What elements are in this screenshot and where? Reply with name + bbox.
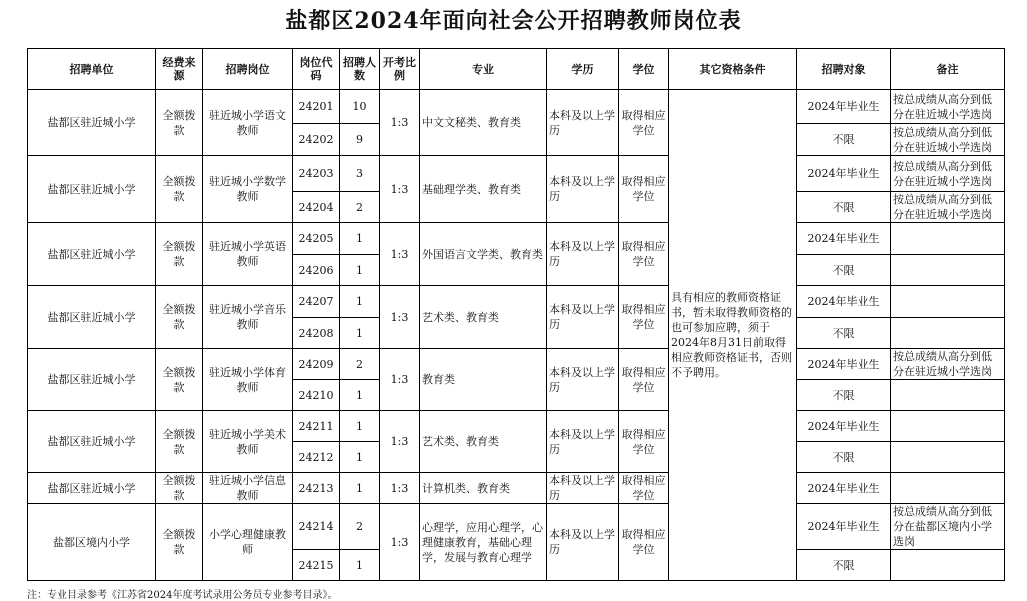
code-cell: 24209 bbox=[293, 349, 340, 380]
target-cell: 2024年毕业生 bbox=[797, 223, 891, 255]
target-cell: 不限 bbox=[797, 380, 891, 411]
note-cell: 按总成绩从高分到低分在驻近城小学选岗 bbox=[891, 156, 1005, 192]
count-cell: 9 bbox=[340, 124, 380, 156]
ratio-cell: 1:3 bbox=[380, 411, 420, 473]
unit-cell: 盐都区驻近城小学 bbox=[28, 286, 156, 349]
degree-cell: 取得相应学位 bbox=[619, 504, 669, 581]
post-cell: 驻近城小学信息教师 bbox=[203, 473, 293, 504]
code-cell: 24204 bbox=[293, 192, 340, 223]
header-edu: 学历 bbox=[547, 49, 619, 90]
count-cell: 1 bbox=[340, 286, 380, 318]
code-cell: 24215 bbox=[293, 550, 340, 581]
code-cell: 24210 bbox=[293, 380, 340, 411]
post-cell: 驻近城小学美术教师 bbox=[203, 411, 293, 473]
ratio-cell: 1:3 bbox=[380, 504, 420, 581]
code-cell: 24212 bbox=[293, 442, 340, 473]
code-cell: 24202 bbox=[293, 124, 340, 156]
table-row bbox=[28, 349, 1005, 380]
header-count: 招聘人数 bbox=[340, 49, 380, 90]
count-cell: 2 bbox=[340, 349, 380, 380]
major-cell: 中文文秘类、教育类 bbox=[420, 90, 547, 156]
footer-note: 注：专业目录参考《江苏省2024年度考试录用公务员专业参考目录》。 bbox=[27, 590, 338, 601]
header-note: 备注 bbox=[891, 49, 1005, 90]
note-cell: 按总成绩从高分到低分在驻近城小学选岗 bbox=[891, 90, 1005, 124]
table-row bbox=[28, 286, 1005, 318]
major-cell: 计算机类、教育类 bbox=[420, 473, 547, 504]
post-cell: 驻近城小学体育教师 bbox=[203, 349, 293, 411]
ratio-cell: 1:3 bbox=[380, 90, 420, 156]
target-cell: 不限 bbox=[797, 124, 891, 156]
header-unit: 招聘单位 bbox=[28, 49, 156, 90]
note-cell: 按总成绩从高分到低分在驻近城小学选岗 bbox=[891, 349, 1005, 380]
fund-cell: 全额拨款 bbox=[156, 473, 203, 504]
unit-cell: 盐都区驻近城小学 bbox=[28, 349, 156, 411]
fund-cell: 全额拨款 bbox=[156, 90, 203, 156]
header-post: 招聘岗位 bbox=[203, 49, 293, 90]
degree-cell: 取得相应学位 bbox=[619, 156, 669, 223]
ratio-cell: 1:3 bbox=[380, 286, 420, 349]
target-cell: 不限 bbox=[797, 192, 891, 223]
unit-cell: 盐都区驻近城小学 bbox=[28, 473, 156, 504]
count-cell: 1 bbox=[340, 380, 380, 411]
unit-cell: 盐都区境内小学 bbox=[28, 504, 156, 581]
major-cell: 教育类 bbox=[420, 349, 547, 411]
edu-cell: 本科及以上学历 bbox=[547, 223, 619, 286]
note-cell bbox=[891, 286, 1005, 318]
major-cell: 艺术类、教育类 bbox=[420, 411, 547, 473]
count-cell: 1 bbox=[340, 411, 380, 442]
code-cell: 24205 bbox=[293, 223, 340, 255]
ratio-cell: 1:3 bbox=[380, 223, 420, 286]
fund-cell: 全额拨款 bbox=[156, 223, 203, 286]
other-conditions-cell: 具有相应的教师资格证书，暂未取得教师资格的也可参加应聘，须于2024年8月31日前取得相应教师资格证书，否则不予聘用。 bbox=[669, 90, 797, 581]
target-cell: 不限 bbox=[797, 255, 891, 286]
header-row bbox=[28, 49, 1005, 90]
target-cell: 不限 bbox=[797, 550, 891, 581]
note-cell bbox=[891, 550, 1005, 581]
table-row bbox=[28, 411, 1005, 442]
unit-cell: 盐都区驻近城小学 bbox=[28, 90, 156, 156]
major-cell: 外国语言文学类、教育类 bbox=[420, 223, 547, 286]
major-cell: 心理学，应用心理学，心理健康教育，基础心理学，发展与教育心理学 bbox=[420, 504, 547, 581]
code-cell: 24206 bbox=[293, 255, 340, 286]
target-cell: 不限 bbox=[797, 318, 891, 349]
target-cell: 2024年毕业生 bbox=[797, 411, 891, 442]
header-other: 其它资格条件 bbox=[669, 49, 797, 90]
degree-cell: 取得相应学位 bbox=[619, 349, 669, 411]
table-row bbox=[28, 90, 1005, 124]
fund-cell: 全额拨款 bbox=[156, 411, 203, 473]
header-major: 专业 bbox=[420, 49, 547, 90]
edu-cell: 本科及以上学历 bbox=[547, 504, 619, 581]
header-ratio: 开考比例 bbox=[380, 49, 420, 90]
code-cell: 24203 bbox=[293, 156, 340, 192]
post-cell: 驻近城小学音乐教师 bbox=[203, 286, 293, 349]
count-cell: 1 bbox=[340, 550, 380, 581]
note-cell bbox=[891, 380, 1005, 411]
degree-cell: 取得相应学位 bbox=[619, 411, 669, 473]
target-cell: 2024年毕业生 bbox=[797, 504, 891, 550]
count-cell: 2 bbox=[340, 192, 380, 223]
post-cell: 驻近城小学数学教师 bbox=[203, 156, 293, 223]
note-cell: 按总成绩从高分到低分在驻近城小学选岗 bbox=[891, 192, 1005, 223]
fund-cell: 全额拨款 bbox=[156, 286, 203, 349]
count-cell: 1 bbox=[340, 318, 380, 349]
count-cell: 2 bbox=[340, 504, 380, 550]
count-cell: 3 bbox=[340, 156, 380, 192]
degree-cell: 取得相应学位 bbox=[619, 473, 669, 504]
code-cell: 24214 bbox=[293, 504, 340, 550]
unit-cell: 盐都区驻近城小学 bbox=[28, 411, 156, 473]
target-cell: 2024年毕业生 bbox=[797, 349, 891, 380]
degree-cell: 取得相应学位 bbox=[619, 90, 669, 156]
header-fund: 经费来源 bbox=[156, 49, 203, 90]
code-cell: 24207 bbox=[293, 286, 340, 318]
edu-cell: 本科及以上学历 bbox=[547, 156, 619, 223]
note-cell bbox=[891, 318, 1005, 349]
table-row bbox=[28, 473, 1005, 504]
header-code: 岗位代码 bbox=[293, 49, 340, 90]
note-cell bbox=[891, 255, 1005, 286]
note-cell bbox=[891, 411, 1005, 442]
table-body bbox=[28, 90, 1005, 581]
edu-cell: 本科及以上学历 bbox=[547, 90, 619, 156]
code-cell: 24211 bbox=[293, 411, 340, 442]
post-cell: 驻近城小学英语教师 bbox=[203, 223, 293, 286]
table-row bbox=[28, 156, 1005, 192]
edu-cell: 本科及以上学历 bbox=[547, 411, 619, 473]
fund-cell: 全额拨款 bbox=[156, 156, 203, 223]
note-cell bbox=[891, 223, 1005, 255]
ratio-cell: 1:3 bbox=[380, 349, 420, 411]
recruitment-table bbox=[27, 48, 1005, 581]
code-cell: 24213 bbox=[293, 473, 340, 504]
note-cell: 按总成绩从高分到低分在盐都区境内小学选岗 bbox=[891, 504, 1005, 550]
target-cell: 不限 bbox=[797, 442, 891, 473]
target-cell: 2024年毕业生 bbox=[797, 286, 891, 318]
note-cell bbox=[891, 473, 1005, 504]
post-cell: 驻近城小学语文教师 bbox=[203, 90, 293, 156]
code-cell: 24201 bbox=[293, 90, 340, 124]
table-row bbox=[28, 504, 1005, 550]
major-cell: 艺术类、教育类 bbox=[420, 286, 547, 349]
header-degree: 学位 bbox=[619, 49, 669, 90]
note-cell bbox=[891, 442, 1005, 473]
note-cell: 按总成绩从高分到低分在驻近城小学选岗 bbox=[891, 124, 1005, 156]
code-cell: 24208 bbox=[293, 318, 340, 349]
unit-cell: 盐都区驻近城小学 bbox=[28, 156, 156, 223]
header-target: 招聘对象 bbox=[797, 49, 891, 90]
ratio-cell: 1:3 bbox=[380, 156, 420, 223]
degree-cell: 取得相应学位 bbox=[619, 223, 669, 286]
target-cell: 2024年毕业生 bbox=[797, 156, 891, 192]
post-cell: 小学心理健康教师 bbox=[203, 504, 293, 581]
edu-cell: 本科及以上学历 bbox=[547, 286, 619, 349]
target-cell: 2024年毕业生 bbox=[797, 90, 891, 124]
count-cell: 1 bbox=[340, 442, 380, 473]
unit-cell: 盐都区驻近城小学 bbox=[28, 223, 156, 286]
edu-cell: 本科及以上学历 bbox=[547, 473, 619, 504]
count-cell: 1 bbox=[340, 223, 380, 255]
count-cell: 1 bbox=[340, 473, 380, 504]
target-cell: 2024年毕业生 bbox=[797, 473, 891, 504]
edu-cell: 本科及以上学历 bbox=[547, 349, 619, 411]
fund-cell: 全额拨款 bbox=[156, 504, 203, 581]
ratio-cell: 1:3 bbox=[380, 473, 420, 504]
page-title: 盐都区2024年面向社会公开招聘教师岗位表 bbox=[285, 8, 742, 34]
count-cell: 1 bbox=[340, 255, 380, 286]
major-cell: 基础理学类、教育类 bbox=[420, 156, 547, 223]
degree-cell: 取得相应学位 bbox=[619, 286, 669, 349]
table-row bbox=[28, 223, 1005, 255]
fund-cell: 全额拨款 bbox=[156, 349, 203, 411]
count-cell: 10 bbox=[340, 90, 380, 124]
